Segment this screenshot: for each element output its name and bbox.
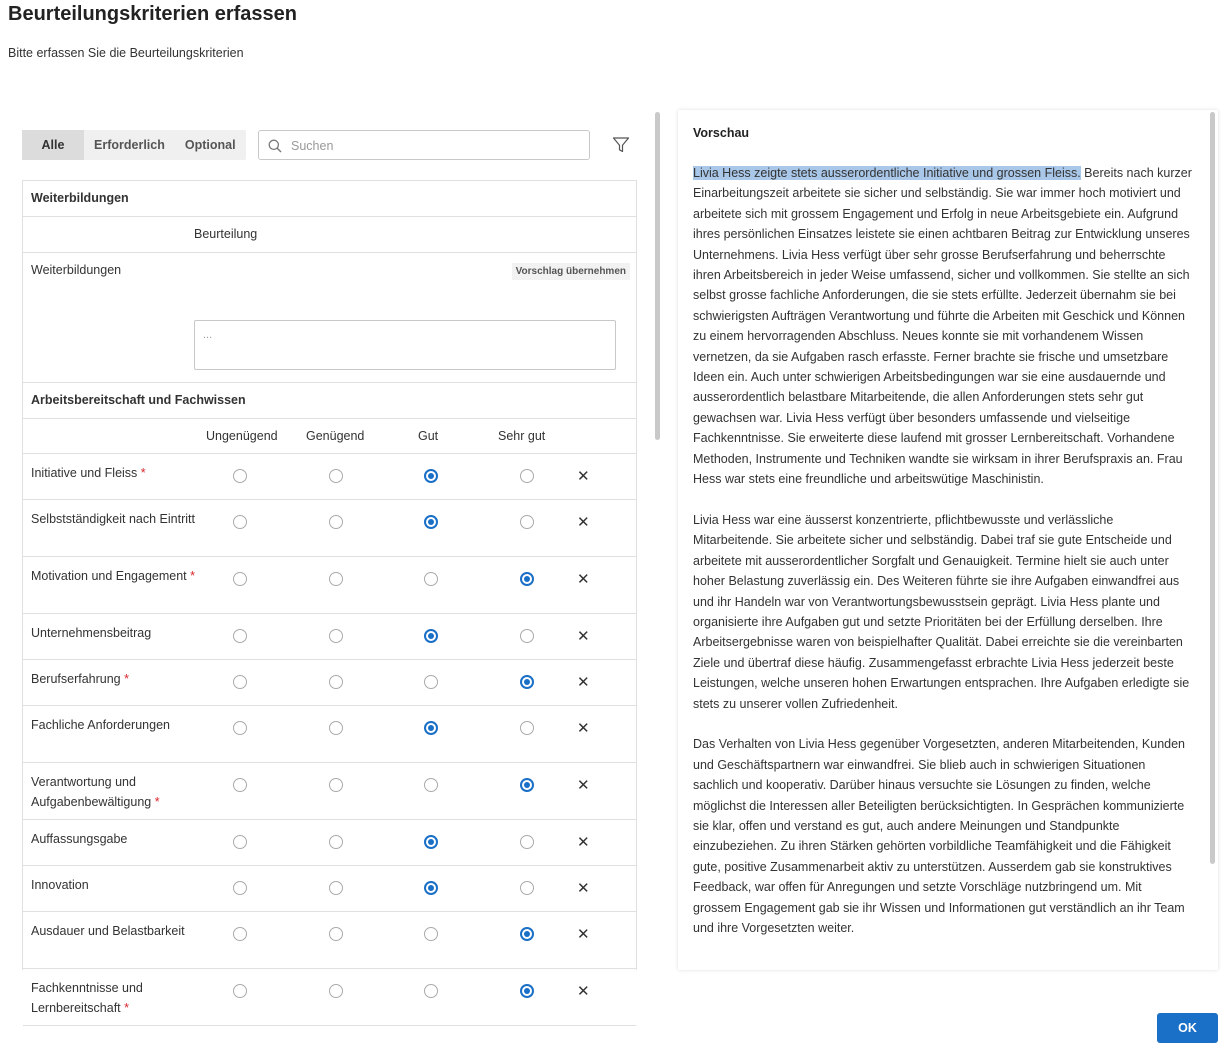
- preview-text: [693, 163, 1193, 959]
- radio-genuegend[interactable]: [329, 984, 343, 998]
- criteria-label: [31, 715, 196, 735]
- tab-erforderlich[interactable]: Erforderlich: [94, 138, 165, 152]
- page-subtitle: Bitte erfassen Sie die Beurteilungskriterien: [8, 46, 244, 60]
- filter-segmented-control: [22, 130, 246, 160]
- vorschlag-uebernehmen-button[interactable]: Vorschlag übernehmen: [512, 263, 630, 280]
- radio-gut[interactable]: [424, 721, 438, 735]
- clear-rating-button[interactable]: ✕: [577, 983, 590, 1000]
- criteria-row: [23, 969, 636, 1026]
- radio-gut[interactable]: [424, 778, 438, 792]
- search-box: [258, 130, 590, 160]
- criteria-row: [23, 912, 636, 969]
- column-header-genuegend: Genügend: [306, 429, 365, 443]
- criteria-label-text: Innovation: [31, 878, 89, 892]
- table-scrollbar[interactable]: [655, 112, 660, 440]
- criteria-row: [23, 557, 636, 614]
- radio-genuegend[interactable]: [329, 629, 343, 643]
- filter-icon[interactable]: [612, 136, 630, 154]
- radio-gut[interactable]: [424, 629, 438, 643]
- radio-genuegend[interactable]: [329, 675, 343, 689]
- ok-button[interactable]: OK: [1157, 1013, 1218, 1043]
- preview-title: Vorschau: [693, 126, 750, 140]
- criteria-label: [31, 875, 196, 895]
- weiterbildungen-column-header-row: [23, 217, 636, 253]
- radio-gut[interactable]: [424, 984, 438, 998]
- radio-ungenuegend[interactable]: [233, 881, 247, 895]
- preview-scrollbar[interactable]: [1210, 112, 1215, 864]
- criteria-label: [31, 509, 196, 529]
- criteria-label: [31, 463, 196, 483]
- radio-gut[interactable]: [424, 572, 438, 586]
- criteria-label: [31, 623, 196, 643]
- radio-gut[interactable]: [424, 835, 438, 849]
- required-marker: *: [124, 1001, 129, 1015]
- radio-ungenuegend[interactable]: [233, 469, 247, 483]
- search-input[interactable]: [289, 136, 583, 156]
- radio-sehr-gut[interactable]: [520, 572, 534, 586]
- weiterbildungen-row-label: Weiterbildungen: [31, 263, 122, 277]
- radio-sehr-gut[interactable]: [520, 835, 534, 849]
- radio-genuegend[interactable]: [329, 515, 343, 529]
- tab-alle[interactable]: Alle: [22, 130, 84, 160]
- radio-genuegend[interactable]: [329, 927, 343, 941]
- radio-sehr-gut[interactable]: [520, 881, 534, 895]
- rating-column-header-row: [23, 419, 636, 454]
- radio-ungenuegend[interactable]: [233, 778, 247, 792]
- radio-genuegend[interactable]: [329, 572, 343, 586]
- radio-gut[interactable]: [424, 881, 438, 895]
- criteria-label-text: Verantwortung und Aufgabenbewältigung: [31, 775, 152, 809]
- radio-ungenuegend[interactable]: [233, 984, 247, 998]
- criteria-label: [31, 566, 196, 586]
- preview-highlighted-sentence: Livia Hess zeigte stets ausserordentliche Initiative und grossen Fleiss.: [693, 166, 1081, 180]
- preview-paragraph-1: [693, 163, 1193, 490]
- criteria-label: [31, 669, 196, 689]
- clear-rating-button[interactable]: ✕: [577, 514, 590, 531]
- radio-ungenuegend[interactable]: [233, 927, 247, 941]
- preview-paragraph-2: Livia Hess war eine äusserst konzentrierte, pflichtbewusste und verlässliche Mitarbeitende. Sie arbeitete sicher und selbständig. Dabei traf sie gute Entscheide und arbeitete mit ausserordentlicher Sorgfalt und Genauigkeit. Termine hielt sie auch unter hoher Belastung zuverlässig ein. Des Weiteren führte sie ihre Aufgaben einwandfrei aus und ihr Handeln war von Verantwortungsbewusstsein geprägt. Livia Hess plante und organisierte ihre Aufgaben gut und setzte Prioritäten bei der Erfüllung derselben. Ihre Arbeitsergebnisse waren von beispielhafter Qualität. Dabei erreichte sie die vereinbarten Ziele und übertraf diese häufig. Zusammengefasst erbrachte Livia Hess jederzeit beste Leistungen, welche unseren hohen Erwartungen entsprachen. Ihre Aufgaben erledigte sie stets zu unserer vollen Zufriedenheit.: [693, 512, 1190, 711]
- radio-sehr-gut[interactable]: [520, 778, 534, 792]
- search-icon: [268, 139, 282, 153]
- criteria-row: [23, 454, 636, 500]
- radio-ungenuegend[interactable]: [233, 721, 247, 735]
- radio-sehr-gut[interactable]: [520, 927, 534, 941]
- page-title: Beurteilungskriterien erfassen: [8, 3, 297, 25]
- criteria-label-text: Motivation und Engagement: [31, 569, 187, 583]
- criteria-label-text: Fachkenntnisse und Lernbereitschaft: [31, 981, 143, 1015]
- criteria-row: [23, 706, 636, 763]
- criteria-label-text: Unternehmensbeitrag: [31, 626, 152, 640]
- criteria-label-text: Initiative und Fleiss: [31, 466, 138, 480]
- clear-rating-button[interactable]: ✕: [577, 628, 590, 645]
- clear-rating-button[interactable]: ✕: [577, 777, 590, 794]
- column-header-sehr-gut: Sehr gut: [498, 429, 546, 443]
- criteria-label-text: Berufserfahrung: [31, 672, 121, 686]
- column-header-ungenuegend: Ungenügend: [206, 429, 278, 443]
- clear-rating-button[interactable]: ✕: [577, 926, 590, 943]
- radio-gut[interactable]: [424, 515, 438, 529]
- radio-gut[interactable]: [424, 675, 438, 689]
- radio-sehr-gut[interactable]: [520, 721, 534, 735]
- radio-genuegend[interactable]: [329, 778, 343, 792]
- criteria-label-text: Ausdauer und Belastbarkeit: [31, 924, 185, 938]
- radio-ungenuegend[interactable]: [233, 515, 247, 529]
- radio-gut[interactable]: [424, 469, 438, 483]
- criteria-label: [31, 921, 196, 941]
- weiterbildungen-textarea[interactable]: ...: [194, 320, 616, 370]
- criteria-row: [23, 614, 636, 660]
- criteria-label: [31, 978, 196, 1018]
- radio-genuegend[interactable]: [329, 835, 343, 849]
- radio-ungenuegend[interactable]: [233, 835, 247, 849]
- radio-ungenuegend[interactable]: [233, 629, 247, 643]
- required-marker: *: [140, 466, 146, 480]
- preview-panel: [678, 110, 1218, 970]
- criteria-row: [23, 866, 636, 912]
- criteria-label-text: Auffassungsgabe: [31, 832, 128, 846]
- radio-sehr-gut[interactable]: [520, 629, 534, 643]
- criteria-table: [22, 180, 637, 1015]
- tab-optional[interactable]: Optional: [184, 138, 236, 152]
- criteria-label-text: Selbstständigkeit nach Eintritt: [31, 512, 195, 526]
- criteria-row: [23, 763, 636, 820]
- preview-paragraph-1-rest: Bereits nach kurzer Einarbeitungszeit arbeitete sie sicher und selbständig. Sie war immer hoch motiviert und arbeitete sich mit grossem Engagement und Erfolg in neue Arbeitsgebiete ein. Aufgrund ihres persönlichen Einsatzes leistete sie einen achtbaren Beitrag zur Entwicklung unseres Unternehmens. Livia Hess verfügt über sehr grosse Berufserfahrung und beherrschte ihren Arbeitsbereich in jeder Weise umfassend, sicher und vollkommen. Sie stellte an sich selbst grosse fachliche Anforderungen, die sie stets erfüllte. Jederzeit übernahm sie bei schwierigsten Aufträgen Verantwortung und führte die Arbeiten mit Geschick und Können zu einem hervorragenden Abschluss. Neues konnte sie mit vorhandenem Wissen vernetzen, da sie Aufgaben rasch erfasste. Ferner brachte sie frische und umsetzbare Ideen ein. Auch unter schwierigen Arbeitsbedingungen war sie eine ausdauernde und ausserordentlich belastbare Mitarbeitende, die allen Anforderungen stets sehr gut gewachsen war. Livia Hess verfügt über besonders umfassende und vielseitige Fachkenntnisse. Sie erweiterte diese laufend mit grosser Lernbereitschaft. Vorhandene Methoden, Instrumente und Techniken wandte sie wirksam in ihrer Berufspraxis an. Frau Hess war stets eine freundliche und arbeitswütige Maschinistin.: [693, 166, 1192, 487]
- radio-sehr-gut[interactable]: [520, 515, 534, 529]
- clear-rating-button[interactable]: ✕: [577, 468, 590, 485]
- radio-gut[interactable]: [424, 927, 438, 941]
- clear-rating-button[interactable]: ✕: [577, 834, 590, 851]
- radio-genuegend[interactable]: [329, 469, 343, 483]
- clear-rating-button[interactable]: ✕: [577, 674, 590, 691]
- section-header-arbeitsbereitschaft: Arbeitsbereitschaft und Fachwissen: [23, 383, 636, 419]
- criteria-label-text: Fachliche Anforderungen: [31, 718, 170, 732]
- required-marker: *: [124, 672, 129, 686]
- radio-sehr-gut[interactable]: [520, 469, 534, 483]
- radio-ungenuegend[interactable]: [233, 572, 247, 586]
- radio-genuegend[interactable]: [329, 881, 343, 895]
- criteria-row: [23, 660, 636, 706]
- radio-ungenuegend[interactable]: [233, 675, 247, 689]
- required-marker: *: [190, 569, 196, 583]
- radio-sehr-gut[interactable]: [520, 675, 534, 689]
- criteria-row: [23, 500, 636, 557]
- criteria-label: [31, 772, 196, 812]
- column-header-beurteilung: Beurteilung: [194, 227, 258, 241]
- required-marker: *: [154, 795, 160, 809]
- clear-rating-button[interactable]: ✕: [577, 720, 590, 737]
- criteria-row: [23, 820, 636, 866]
- radio-genuegend[interactable]: [329, 721, 343, 735]
- clear-rating-button[interactable]: ✕: [577, 880, 590, 897]
- clear-rating-button[interactable]: ✕: [577, 571, 590, 588]
- section-header-weiterbildungen: Weiterbildungen: [23, 181, 636, 217]
- rating-rows: [23, 454, 636, 1026]
- criteria-label: [31, 829, 196, 849]
- column-header-gut: Gut: [418, 429, 439, 443]
- radio-sehr-gut[interactable]: [520, 984, 534, 998]
- weiterbildungen-row: [23, 253, 636, 383]
- preview-paragraph-3: Das Verhalten von Livia Hess gegenüber Vorgesetzten, anderen Mitarbeitenden, Kunden und Geschäftspartnern war einwandfrei. Sie blieb auch in schwierigen Situationen sachlich und kooperativ. Darüber hinaus versuchte sie Lösungen zu finden, welche möglichst die Interessen aller Beteiligten berücksichtigten. In Gesprächen kommunizierte sie klar, offen und verstand es gut, auch andere Meinungen und Standpunkte einzubeziehen. Zu ihren Stärken gehörten vorbildliche Teamfähigkeit und die Fähigkeit gute, positive Zusammenarbeit aktiv zu unterstützen. Ausserdem gab sie konstruktives Feedback, war offen für Anregungen und setzte Vorschläge nutzbringend um. Mit grossem Engagement gab sie ihr Wissen und Informationen gut verständlich an ihr Team und ihre Vorgesetzten weiter.: [693, 737, 1185, 935]
